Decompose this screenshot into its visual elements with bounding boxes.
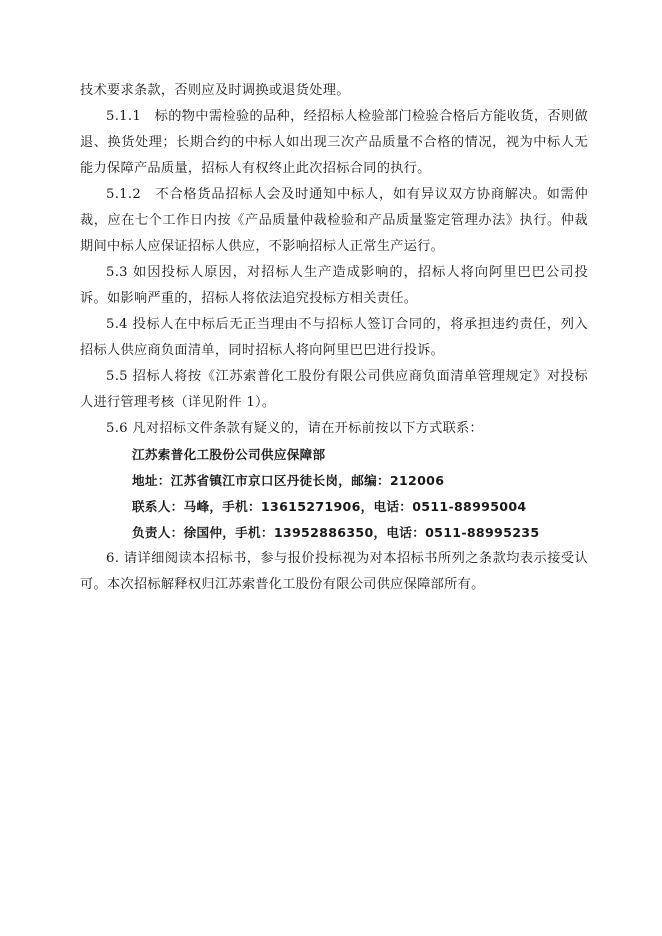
- body-text-lower: [80, 546, 588, 598]
- contact-address: 地址：江苏省镇江市京口区丹徒长岗，邮编：212006: [132, 473, 445, 488]
- paragraph-6: 6. 请详细阅读本招标书，参与报价投标视为对本招标书所列之条款均表示接受认可。本次招标解释权归江苏索普化工股份有限公司供应保障部所有。: [80, 551, 588, 592]
- body-text-upper: [80, 78, 588, 442]
- paragraph-5-4: 5.4 投标人在中标后无正当理由不与招标人签订合同的，将承担违约责任，列入招标人供应商负面清单，同时招标人将向阿里巴巴进行投诉。: [80, 317, 588, 358]
- paragraph-5-3: 5.3 如因投标人原因，对招标人生产造成影响的，招标人将向阿里巴巴公司投诉。如影响严重的，招标人将依法追究投标方相关责任。: [80, 265, 588, 306]
- contact-person: 联系人：马峰，手机：13615271906，电话：0511-88995004: [132, 499, 527, 514]
- contact-responsible-person: 负责人：徐国仲，手机：13952886350，电话：0511-88995235: [132, 525, 540, 540]
- paragraph-intro: 技术要求条款，否则应及时调换或退货处理。: [80, 83, 350, 98]
- contact-info: [132, 442, 552, 546]
- paragraph-5-6: 5.6 凡对招标文件条款有疑义的，请在开标前按以下方式联系：: [106, 421, 484, 436]
- contact-org: 江苏索普化工股份公司供应保障部: [132, 447, 326, 462]
- paragraph-5-1-1: 5.1.1 标的物中需检验的品种，经招标人检验部门检验合格后方能收货，否则做退、换货处理；长期合约的中标人如出现三次产品质量不合格的情况，视为中标人无能力保障产品质量，招标人有权终止此次招标合同的执行。: [80, 109, 588, 176]
- paragraph-5-1-2: 5.1.2 不合格货品招标人会及时通知中标人，如有异议双方协商解决。如需仲裁，应在七个工作日内按《产品质量仲裁检验和产品质量鉴定管理办法》执行。仲裁期间中标人应保证招标人供应，不影响招标人正常生产运行。: [80, 187, 588, 254]
- paragraph-5-5: 5.5 招标人将按《江苏索普化工股份有限公司供应商负面清单管理规定》对投标人进行管理考核（详见附件 1）。: [80, 369, 588, 410]
